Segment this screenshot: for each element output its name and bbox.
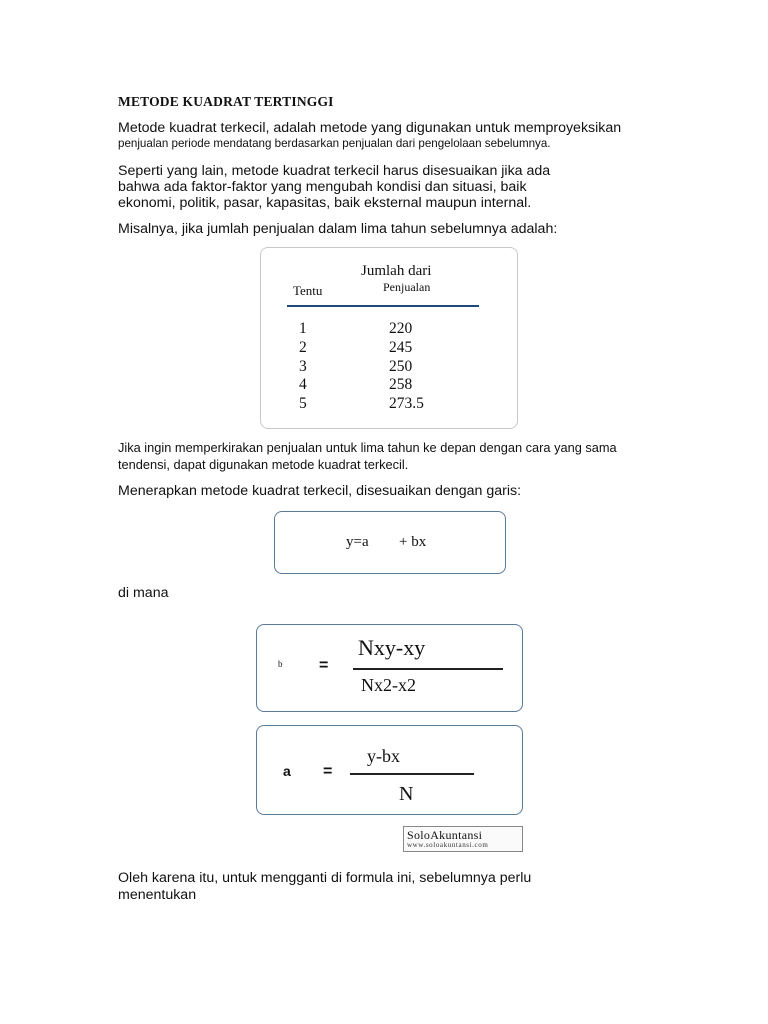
table-rows xyxy=(261,320,517,414)
table-row xyxy=(261,358,517,377)
table-row xyxy=(261,376,517,395)
formula-a-label: a xyxy=(283,763,291,779)
paragraph-example: Misalnya, jika jumlah penjualan dalam lima tahun sebelumnya adalah: xyxy=(118,221,558,237)
formula-b-equals: = xyxy=(319,657,329,674)
sales-table xyxy=(260,247,518,429)
table-cell-value: 250 xyxy=(389,357,413,375)
watermark-logo xyxy=(403,826,523,852)
paragraph-adjust-line3: ekonomi, politik, pasar, kapasitas, baik eksternal maupun internal. xyxy=(118,195,532,211)
formula-b-label: b xyxy=(278,659,283,669)
table-cell-year: 4 xyxy=(299,376,307,394)
table-cell-value: 258 xyxy=(389,376,413,394)
table-cell-value: 245 xyxy=(389,338,413,356)
equation-right: + bx xyxy=(399,534,427,550)
table-cell-year: 2 xyxy=(299,338,307,356)
paragraph-intro-line1: Metode kuadrat terkecil, adalah metode yang digunakan untuk memproyeksikan xyxy=(118,120,622,136)
table-row xyxy=(261,320,517,339)
table-cell-year: 1 xyxy=(299,320,307,337)
paragraph-adjust-line1: Seperti yang lain, metode kuadrat terkecil harus disesuaikan jika ada xyxy=(118,163,551,179)
table-cell-year: 3 xyxy=(299,357,307,375)
watermark-main: SoloAkuntansi xyxy=(407,828,483,842)
table-header-sales: Jumlah dari xyxy=(361,263,432,279)
paragraph-intro-line2: penjualan periode mendatang berdasarkan penjualan dari pengelolaan sebelumnya. xyxy=(118,137,551,150)
table-header-sales-sub: Penjualan xyxy=(383,280,431,294)
equation-left: y=a xyxy=(346,534,369,550)
paragraph-forecast-line1: Jika ingin memperkirakan penjualan untuk lima tahun ke depan dengan cara yang sama xyxy=(118,440,617,455)
table-row xyxy=(261,339,517,358)
document-title: METODE KUADRAT TERTINGGI xyxy=(118,94,334,109)
paragraph-forecast-line2: tendensi, dapat digunakan metode kuadrat terkecil. xyxy=(118,457,409,472)
line-equation-box xyxy=(274,511,506,574)
watermark-sub: www.soloakuntansi.com xyxy=(407,841,489,849)
table-row xyxy=(261,395,517,414)
paragraph-conclusion-line2: menentukan xyxy=(118,887,197,903)
formula-b-fraction-line xyxy=(353,668,503,670)
table-header-year: Tentu xyxy=(293,283,323,298)
formula-a-numerator: y-bx xyxy=(367,746,400,766)
formula-b-denominator: Nx2-x2 xyxy=(361,675,416,695)
paragraph-adjust-line2: bahwa ada faktor-faktor yang mengubah kondisi dan situasi, baik xyxy=(118,179,527,195)
formula-a-fraction-line xyxy=(350,773,474,775)
formula-b-numerator: Nxy-xy xyxy=(358,635,426,660)
table-cell-value: 220 xyxy=(389,320,413,337)
paragraph-conclusion-line1: Oleh karena itu, untuk mengganti di formula ini, sebelumnya perlu xyxy=(118,870,532,886)
formula-b-box xyxy=(256,624,523,712)
table-cell-value: 273.5 xyxy=(389,395,424,413)
formula-a-equals: = xyxy=(323,763,333,780)
table-cell-year: 5 xyxy=(299,395,307,413)
paragraph-where: di mana xyxy=(118,585,169,601)
paragraph-apply: Menerapkan metode kuadrat terkecil, disesuaikan dengan garis: xyxy=(118,483,522,499)
table-header-rule xyxy=(287,305,479,307)
formula-a-denominator: N xyxy=(399,783,414,805)
formula-a-box xyxy=(256,725,523,815)
